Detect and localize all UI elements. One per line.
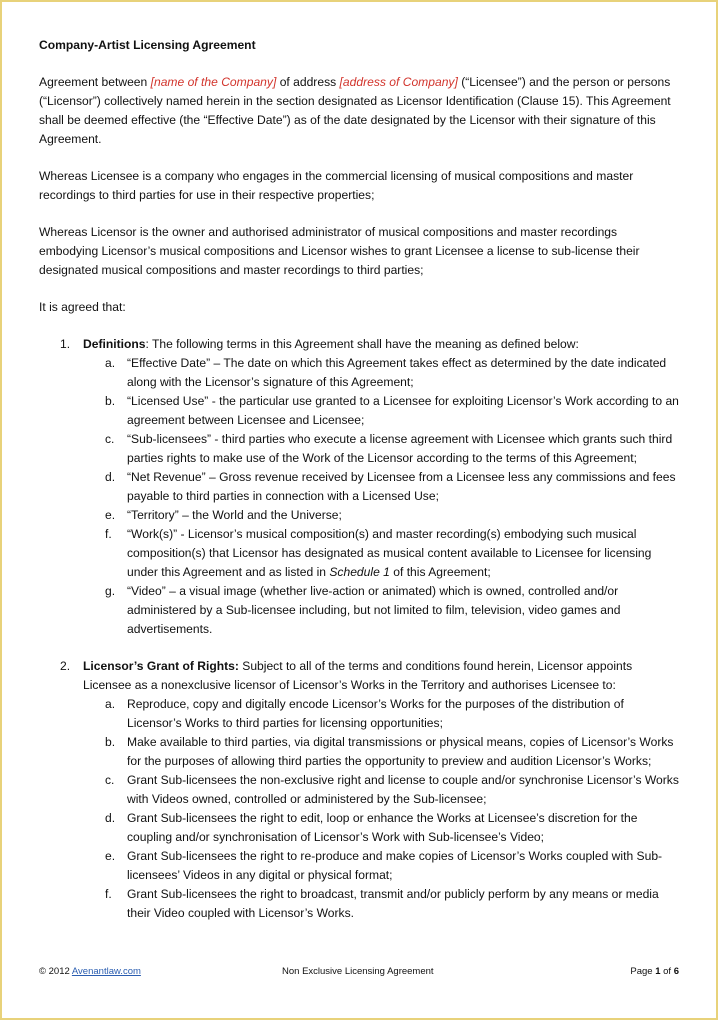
list-item	[83, 809, 679, 847]
intro-text-2: of address	[276, 75, 340, 89]
list-item	[83, 468, 679, 506]
list-item	[83, 430, 679, 468]
subclause-letter: c.	[105, 773, 115, 787]
subclause-text: “Licensed Use” - the particular use granted to a Licensee for exploiting Licensor’s Work according to an agreement between Licensee and Licensee;	[127, 394, 679, 427]
subclause-letter: f.	[105, 887, 112, 901]
subclause-text-tail: of this Agreement;	[389, 565, 491, 579]
list-item	[83, 885, 679, 923]
footer-page-number	[630, 964, 679, 980]
list-item	[83, 506, 679, 525]
subclause-letter: e.	[105, 849, 116, 863]
intro-text-3: (“Licensee”) and the person or persons (“Licensor”) collectively named herein in the section designated as Licensor Identification (Clause 15). This Agreement shall be deemed effective (the “Effective Date”) as of the date designated by the Licensor with their signature of this Agreement.	[39, 75, 671, 146]
subclause-letter: d.	[105, 811, 116, 825]
clause-number: 1.	[60, 337, 71, 351]
subclause-text: Reproduce, copy and digitally encode Licensor’s Works for the purposes of the distribution of Licensor’s Works to third parties for licensing opportunities;	[127, 697, 624, 730]
list-item	[83, 525, 679, 582]
subclause-text: “Work(s)” - Licensor’s musical composition(s) and master recording(s) embodying such musical composition(s) that Licensor has designated as musical content available to Licensee for licensing under this Agreement and as listed in	[127, 527, 652, 579]
agreed-line: It is agreed that:	[39, 300, 126, 314]
copyright-text: © 2012	[39, 966, 72, 977]
whereas-paragraph-1: Whereas Licensee is a company who engages in the commercial licensing of musical compositions and master recordings to third parties for use in their respective properties;	[39, 169, 634, 202]
document-title: Company-Artist Licensing Agreement	[39, 38, 256, 52]
clause-heading: Definitions	[83, 337, 146, 351]
footer-document-name: Non Exclusive Licensing Agreement	[282, 966, 434, 977]
subclause-letter: a.	[105, 356, 116, 370]
subclause-text: Make available to third parties, via digital transmissions or physical means, copies of Licensor’s Works for the purposes of allowing third parties the opportunity to preview and audition Licensor’s Works;	[127, 735, 674, 768]
list-item	[83, 733, 679, 771]
subclause-text: Grant Sub-licensees the right to re-produce and make copies of Licensor’s Works coupled with Sub-licensees’ Videos in any digital or physical format;	[127, 849, 663, 882]
subclause-letter: a.	[105, 697, 116, 711]
clause-grant-of-rights	[39, 657, 679, 923]
subclause-list	[83, 354, 679, 639]
subclause-letter: e.	[105, 508, 116, 522]
subclause-text: “Sub-licensees” - third parties who execute a license agreement with Licensee which grants such third parties rights to make use of the Work of the Licensor according to the terms of this Agreement;	[127, 432, 673, 465]
list-item	[83, 847, 679, 885]
clause-text: : The following terms in this Agreement shall have the meaning as defined below:	[145, 337, 579, 351]
whereas-paragraph-2: Whereas Licensor is the owner and authorised administrator of musical compositions and master recordings embodying Licensor’s musical compositions and Licensor wishes to grant Licensee a license to sub-license their designated musical compositions and master recordings to third parties;	[39, 225, 640, 277]
subclause-text: “Net Revenue” – Gross revenue received by Licensee from a Licensee less any commissions and fees payable to third parties in connection with a Licensed Use;	[127, 470, 676, 503]
list-item	[83, 771, 679, 809]
page-label: Page	[630, 966, 656, 977]
page-of: of	[660, 966, 674, 977]
intro-text-1: Agreement between	[39, 75, 151, 89]
subclause-text: “Territory” – the World and the Universe;	[127, 508, 342, 522]
subclause-letter: b.	[105, 735, 116, 749]
clause-text: Subject to all of the terms and conditions found herein, Licensor appoints Licensee as a nonexclusive licensor of Licensor’s Works in the Territory and authorises Licensee to:	[83, 659, 633, 692]
clause-definitions	[39, 335, 679, 639]
clause-list	[39, 335, 679, 923]
clause-number: 2.	[60, 659, 71, 673]
schedule-reference: Schedule 1	[329, 565, 390, 579]
page-footer	[39, 964, 679, 980]
footer-copyright	[39, 964, 141, 980]
list-item	[83, 695, 679, 733]
subclause-letter: g.	[105, 584, 116, 598]
footer-site-link[interactable]: Avenantlaw.com	[71, 966, 141, 977]
document-body	[39, 36, 679, 941]
subclause-letter: c.	[105, 432, 115, 446]
intro-paragraph	[39, 73, 679, 149]
company-address-placeholder: [address of Company]	[339, 75, 458, 89]
subclause-letter: f.	[105, 527, 112, 541]
subclause-text: “Effective Date” – The date on which this Agreement takes effect as determined by the date indicated along with the Licensor’s signature of this Agreement;	[127, 356, 667, 389]
subclause-list	[83, 695, 679, 923]
subclause-text: Grant Sub-licensees the right to edit, loop or enhance the Works at Licensee’s discretion for the coupling and/or synchronisation of Licensor’s Work with Sub-licensee’s Video;	[127, 811, 638, 844]
list-item	[83, 582, 679, 639]
subclause-letter: d.	[105, 470, 116, 484]
clause-heading: Licensor’s Grant of Rights:	[83, 659, 239, 673]
subclause-text: Grant Sub-licensees the non-exclusive right and license to couple and/or synchronise Licensor’s Works with Videos owned, controlled or administered by the Sub-licensee;	[127, 773, 679, 806]
subclause-text: Grant Sub-licensees the right to broadcast, transmit and/or publicly perform by any means or media their Video coupled with Licensor’s Works.	[127, 887, 659, 920]
subclause-text: “Video” – a visual image (whether live-action or animated) which is owned, controlled and/or administered by a Sub-licensee including, but not limited to film, television, video games and advertisements.	[127, 584, 621, 636]
page-current: 1	[655, 966, 661, 977]
subclause-letter: b.	[105, 394, 116, 408]
company-name-placeholder: [name of the Company]	[150, 75, 277, 89]
page-total: 6	[673, 966, 679, 977]
list-item	[83, 354, 679, 392]
list-item	[83, 392, 679, 430]
